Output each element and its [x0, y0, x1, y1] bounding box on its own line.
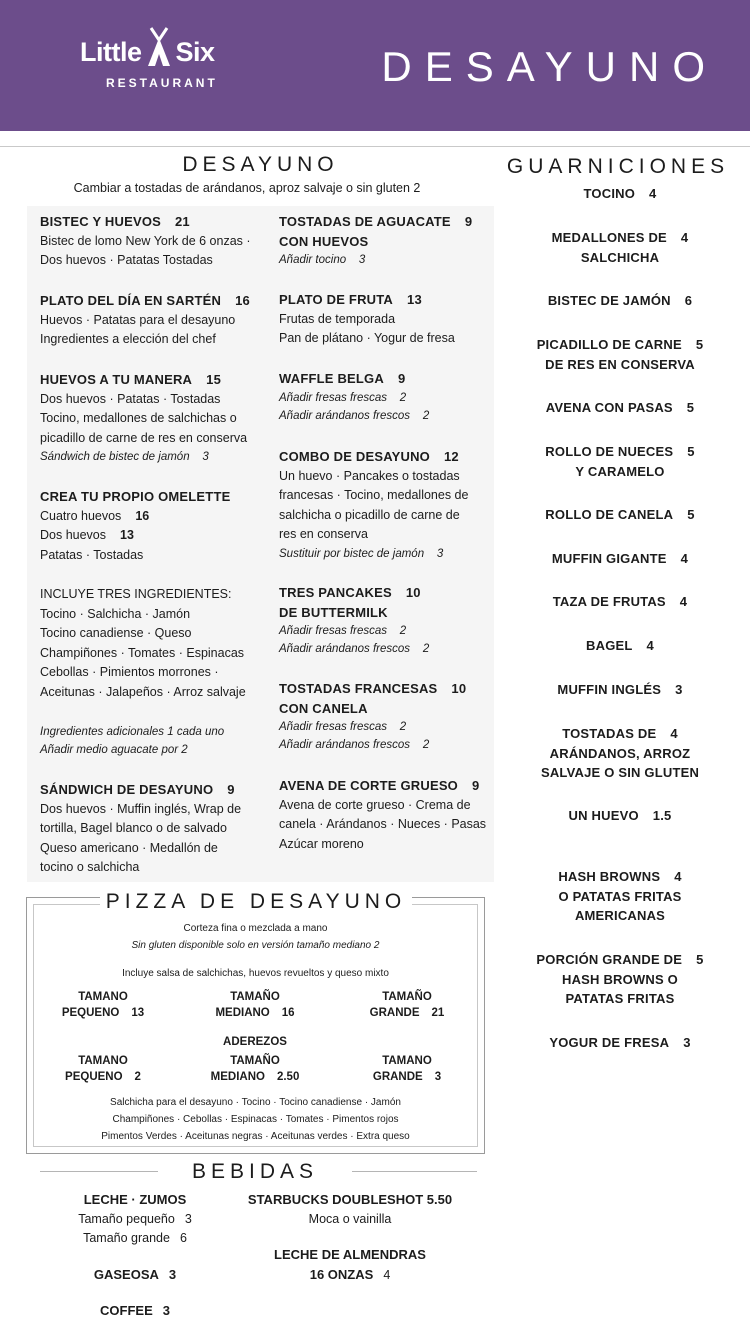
logo-word-left: Little — [80, 36, 142, 67]
item-price: 9 — [464, 214, 473, 229]
side-item-name: SALVAJE O SIN GLUTEN — [540, 765, 700, 780]
item-desc: res en conserva — [279, 527, 368, 541]
side-item — [504, 398, 736, 418]
item-desc: Dos huevos — [40, 528, 107, 542]
logo-subtitle: RESTAURANT — [106, 76, 218, 90]
menu-item-avena — [279, 776, 486, 854]
pizza-note: Incluye salsa de salchichas, huevos revueltos y queso mixto — [122, 968, 389, 979]
item-desc: Queso americano · Medallón de — [40, 840, 218, 855]
item-desc: Patatas · Tostadas — [40, 547, 144, 562]
size-label: TAMAÑO — [230, 991, 280, 1003]
side-item-price: 5 — [695, 337, 704, 352]
ingredient-line: Tocino · Salchicha · Jamón — [40, 606, 191, 621]
side-item — [504, 505, 736, 525]
pizza-size-small — [43, 990, 163, 1021]
side-item-price: 4 — [646, 638, 654, 653]
size-price: 21 — [431, 1006, 445, 1019]
side-item-label: MUFFIN GIGANTE — [551, 551, 667, 566]
side-item-label: MUFFIN INGLÉS — [557, 682, 662, 697]
menu-item-waffle — [279, 369, 429, 425]
item-desc: Dos huevos · Muffin inglés, Wrap de — [40, 801, 242, 816]
side-item — [504, 1033, 736, 1053]
side-item-price: 5 — [687, 507, 695, 522]
side-item-name: PATATAS FRITAS — [565, 991, 675, 1006]
logo-word-right: Six — [175, 36, 215, 67]
side-item-label: MEDALLONES DE — [551, 230, 667, 245]
ingredients-head: INCLUYE TRES INGREDIENTES: — [40, 587, 232, 601]
bev-name: STARBUCKS DOUBLESHOT 5.50 — [247, 1192, 453, 1207]
size-label: TAMAÑO — [382, 991, 432, 1003]
ingredient-line: Champiñones · Tomates · Espinacas — [40, 645, 245, 660]
menu-item-plato-dia — [40, 291, 250, 350]
side-item-name — [504, 505, 736, 525]
topping-line: Pimentos Verdes · Aceitunas negras · Aceitunas verdes · Extra queso — [101, 1131, 410, 1142]
size-price: 3 — [434, 1070, 442, 1083]
side-item-price: 4 — [680, 230, 689, 245]
item-price: 9 — [227, 782, 235, 797]
size-price: 2.50 — [276, 1070, 300, 1083]
item-addon: Añadir arándanos frescos 2 — [279, 739, 430, 751]
item-addon: Añadir fresas frescas 2 — [279, 625, 407, 637]
item-addon: Añadir tocino 3 — [279, 254, 366, 266]
size-label: TAMANO — [78, 1055, 128, 1067]
item-desc: Tocino, medallones de salchichas o — [40, 411, 237, 425]
item-desc: picadillo de carne de res en conserva — [40, 430, 248, 445]
side-item — [504, 184, 736, 204]
desayuno-note: Cambiar a tostadas de arándanos, aproz salvaje o sin gluten 2 — [73, 181, 421, 195]
menu-item-bistec — [40, 212, 251, 271]
item-price: 21 — [175, 214, 190, 229]
item-price: 9 — [397, 371, 406, 386]
guarniciones-title: GUARNICIONES — [506, 155, 730, 178]
side-item — [504, 636, 736, 656]
bev-price: 4 — [383, 1267, 391, 1282]
desayuno-title: DESAYUNO — [182, 153, 339, 176]
item-name: CON CANELA — [279, 700, 368, 716]
side-item-label: ROLLO DE NUECES — [545, 444, 674, 459]
size-price: 16 — [281, 1006, 295, 1019]
side-item-name — [504, 680, 736, 700]
size-label: MEDIANO — [210, 1070, 265, 1083]
item-price: 10 — [451, 681, 467, 696]
side-item-name — [504, 1033, 736, 1053]
menu-item-pancakes — [279, 583, 429, 658]
item-addon: Sustituir por bistec de jamón 3 — [279, 547, 444, 560]
item-name: CON HUEVOS — [279, 233, 369, 249]
size-price: 13 — [131, 1006, 145, 1019]
item-desc: Pan de plátano · Yogur de fresa — [279, 331, 455, 345]
side-item — [504, 592, 736, 612]
restaurant-logo — [80, 30, 250, 90]
menu-item-omelette — [40, 487, 230, 565]
item-desc: Dos huevos · Patatas · Tostadas — [40, 391, 221, 406]
item-desc: Bistec de lomo New York de 6 onzas · — [40, 233, 251, 248]
size-label: GRANDE — [369, 1006, 420, 1019]
side-item-name — [504, 442, 736, 462]
side-item-label: TOSTADAS DE — [562, 726, 657, 741]
ingredients-block — [40, 585, 246, 702]
size-label: GRANDE — [372, 1070, 423, 1083]
side-item-name: HASH BROWNS O — [562, 971, 678, 987]
item-desc: tocino o salchicha — [40, 860, 140, 874]
pizza-size-large — [347, 990, 467, 1021]
side-item-label: BAGEL — [586, 638, 633, 653]
size-price: 2 — [134, 1070, 141, 1083]
side-item-price: 3 — [675, 682, 683, 697]
item-name: AVENA DE CORTE GRUESO — [279, 778, 458, 793]
bebidas-rule-left — [40, 1171, 158, 1172]
bev-name: 16 ONZAS — [309, 1266, 374, 1282]
aderezos-title: ADEREZOS — [223, 1036, 287, 1048]
side-item-price: 4 — [674, 869, 682, 884]
item-name: CREA TU PROPIO OMELETTE — [40, 489, 231, 504]
item-addon: Sándwich de bistec de jamón 3 — [40, 451, 209, 463]
menu-item-combo — [279, 447, 468, 563]
side-item-price: 4 — [680, 551, 689, 566]
item-price: 16 — [235, 293, 250, 308]
menu-item-fruta — [279, 290, 455, 349]
item-name: COMBO DE DESAYUNO — [279, 449, 430, 464]
side-item-price: 4 — [670, 726, 678, 741]
item-price: 13 — [407, 292, 422, 307]
item-desc: salchicha o picadillo de carne de — [279, 507, 460, 522]
item-name: DE BUTTERMILK — [279, 604, 388, 620]
item-name: HUEVOS A TU MANERA — [40, 372, 193, 387]
item-desc: tortilla, Bagel blanco o de salvado — [40, 821, 227, 835]
side-item-name: Y CARAMELO — [575, 463, 665, 479]
side-item-name — [504, 950, 736, 970]
side-item-name — [504, 184, 736, 204]
bev-desc: Tamaño pequeño — [78, 1211, 175, 1226]
ingredients-extras — [40, 723, 224, 759]
item-desc: Un huevo · Pancakes o tostadas — [279, 468, 460, 483]
side-item-name — [504, 867, 736, 887]
item-addon: Ingredientes adicionales 1 cada uno — [40, 726, 225, 738]
pizza-size-medium — [195, 990, 315, 1021]
menu-item-huevos — [40, 370, 247, 466]
bev-name: LECHE DE ALMENDRAS — [274, 1247, 426, 1262]
bev-desc: Tamaño grande — [83, 1231, 170, 1245]
item-name: TRES PANCAKES — [279, 585, 392, 600]
side-item-price: 4 — [679, 594, 688, 609]
side-item-label: TOCINO — [583, 186, 636, 201]
pizza-note: Corteza fina o mezclada a mano — [183, 923, 328, 934]
side-item-name — [504, 724, 736, 744]
item-addon: Añadir fresas frescas 2 — [279, 391, 407, 404]
size-label: PEQUENO — [65, 1070, 123, 1083]
side-item-label: PORCIÓN GRANDE DE — [536, 952, 683, 967]
item-desc: Huevos · Patatas para el desayuno — [40, 312, 236, 327]
bev-gaseosa — [60, 1265, 210, 1285]
page-title: DESAYUNO — [381, 43, 718, 90]
item-desc: Azúcar moreno — [279, 836, 364, 851]
bev-starbucks — [230, 1190, 470, 1229]
side-item-label: UN HUEVO — [568, 808, 639, 823]
item-price: 13 — [120, 528, 134, 542]
item-addon: Añadir arándanos frescos 2 — [279, 409, 430, 422]
item-addon: Añadir medio aguacate por 2 — [40, 744, 188, 756]
bev-name: LECHE · ZUMOS — [83, 1192, 187, 1207]
aderezo-size-large — [347, 1054, 467, 1085]
item-desc: Dos huevos · Patatas Tostadas — [40, 253, 213, 267]
side-item-name: O PATATAS FRITAS — [558, 888, 682, 904]
bev-desc: Moca o vainilla — [308, 1211, 392, 1226]
side-item-label: HASH BROWNS — [558, 869, 661, 884]
side-item-name — [504, 335, 736, 355]
ingredient-line: Aceitunas · Jalapeños · Arroz salvaje — [40, 684, 246, 699]
side-item-name — [504, 228, 736, 248]
item-name: BISTEC Y HUEVOS — [40, 214, 161, 229]
side-item-name — [504, 549, 736, 569]
bev-price: 3 — [162, 1303, 170, 1318]
item-name: PLATO DEL DÍA EN SARTÉN — [40, 293, 222, 308]
bev-name: GASEOSA — [93, 1267, 159, 1282]
item-price: 15 — [206, 372, 222, 387]
size-label: MEDIANO — [215, 1006, 270, 1019]
side-item — [504, 291, 736, 311]
ingredient-line: Cebollas · Pimientos morrones · — [40, 665, 219, 679]
side-item-price: 5 — [687, 444, 695, 459]
ingredient-line: Tocino canadiense · Queso — [40, 626, 192, 640]
side-item-name: SALCHICHA — [580, 249, 660, 265]
side-item — [504, 724, 736, 783]
side-item-name — [504, 636, 736, 656]
side-item-name — [504, 398, 736, 418]
side-item — [504, 442, 736, 481]
side-item — [504, 867, 736, 926]
side-item — [504, 228, 736, 267]
side-item — [504, 549, 736, 569]
side-item — [504, 950, 736, 1009]
side-item — [504, 680, 736, 700]
side-item-label: AVENA CON PASAS — [545, 400, 673, 415]
side-item-name — [504, 806, 736, 826]
item-name: WAFFLE BELGA — [279, 371, 384, 386]
side-item-price: 3 — [683, 1035, 691, 1050]
side-item-price: 6 — [684, 293, 693, 308]
side-item-label: YOGUR DE FRESA — [549, 1035, 670, 1050]
side-item-name — [504, 592, 736, 612]
item-name: TOSTADAS FRANCESAS — [279, 681, 438, 696]
aderezo-size-medium — [195, 1054, 315, 1085]
item-name: PLATO DE FRUTA — [279, 292, 394, 307]
side-item-name: AMERICANAS — [574, 908, 666, 923]
item-desc: Ingredientes a elección del chef — [40, 332, 216, 346]
item-addon: Añadir fresas frescas 2 — [279, 721, 407, 733]
side-item-name: DE RES EN CONSERVA — [545, 356, 695, 372]
item-desc: Avena de corte grueso · Crema de — [279, 797, 471, 812]
bev-almendras — [230, 1245, 470, 1285]
item-price: 12 — [444, 449, 459, 464]
bev-name: COFFEE — [100, 1303, 153, 1318]
menu-item-sandwich — [40, 780, 241, 878]
item-desc: francesas · Tocino, medallones de — [279, 488, 469, 502]
side-item-price: 5 — [696, 952, 704, 967]
side-item-label: TAZA DE FRUTAS — [552, 594, 666, 609]
bebidas-title: BEBIDAS — [191, 1160, 319, 1183]
item-desc: Frutas de temporada — [279, 311, 396, 326]
pizza-title: PIZZA DE DESAYUNO — [105, 890, 407, 913]
size-label: TAMAÑO — [230, 1055, 280, 1067]
item-desc: Cuatro huevos — [40, 508, 122, 523]
side-item-name — [504, 291, 736, 311]
side-item-name: ARÁNDANOS, ARROZ — [549, 745, 691, 761]
topping-line: Salchicha para el desayuno · Tocino · Tocino canadiense · Jamón — [110, 1097, 401, 1108]
pizza-toppings — [33, 1094, 478, 1145]
item-addon: Añadir arándanos frescos 2 — [279, 643, 430, 655]
size-label: TAMANO — [382, 1055, 432, 1067]
pizza-note: Sin gluten disponible solo en versión tamaño mediano 2 — [131, 940, 380, 951]
menu-item-francesas — [279, 679, 466, 754]
side-item — [504, 335, 736, 374]
item-name: SÁNDWICH DE DESAYUNO — [40, 782, 214, 797]
aderezo-size-small — [43, 1054, 163, 1085]
topping-line: Champiñones · Cebollas · Espinacas · Tomates · Pimentos rojos — [112, 1114, 399, 1125]
item-price: 10 — [405, 585, 421, 600]
side-item-price: 1.5 — [652, 808, 672, 823]
side-item-label: BISTEC DE JAMÓN — [547, 293, 671, 308]
side-item-price: 5 — [686, 400, 695, 415]
item-name: TOSTADAS DE AGUACATE — [279, 214, 451, 229]
item-price: 9 — [472, 778, 480, 793]
side-item-label: PICADILLO DE CARNE — [536, 337, 682, 352]
bev-price: 3 — [184, 1211, 192, 1226]
bev-price: 6 — [179, 1231, 187, 1245]
bev-price: 3 — [168, 1267, 177, 1282]
side-item-price: 4 — [649, 186, 657, 201]
size-label: PEQUENO — [61, 1006, 120, 1019]
header-divider — [0, 146, 750, 147]
tepee-icon — [144, 26, 174, 70]
side-item-label: ROLLO DE CANELA — [545, 507, 674, 522]
bebidas-rule-right — [352, 1171, 477, 1172]
bev-leche — [60, 1190, 210, 1249]
size-label: TAMANO — [78, 991, 128, 1003]
menu-item-aguacate — [279, 212, 472, 269]
item-desc: canela · Arándanos · Nueces · Pasas — [279, 817, 487, 831]
item-price: 16 — [135, 508, 150, 523]
side-item — [504, 806, 736, 826]
bev-coffee — [60, 1301, 210, 1321]
